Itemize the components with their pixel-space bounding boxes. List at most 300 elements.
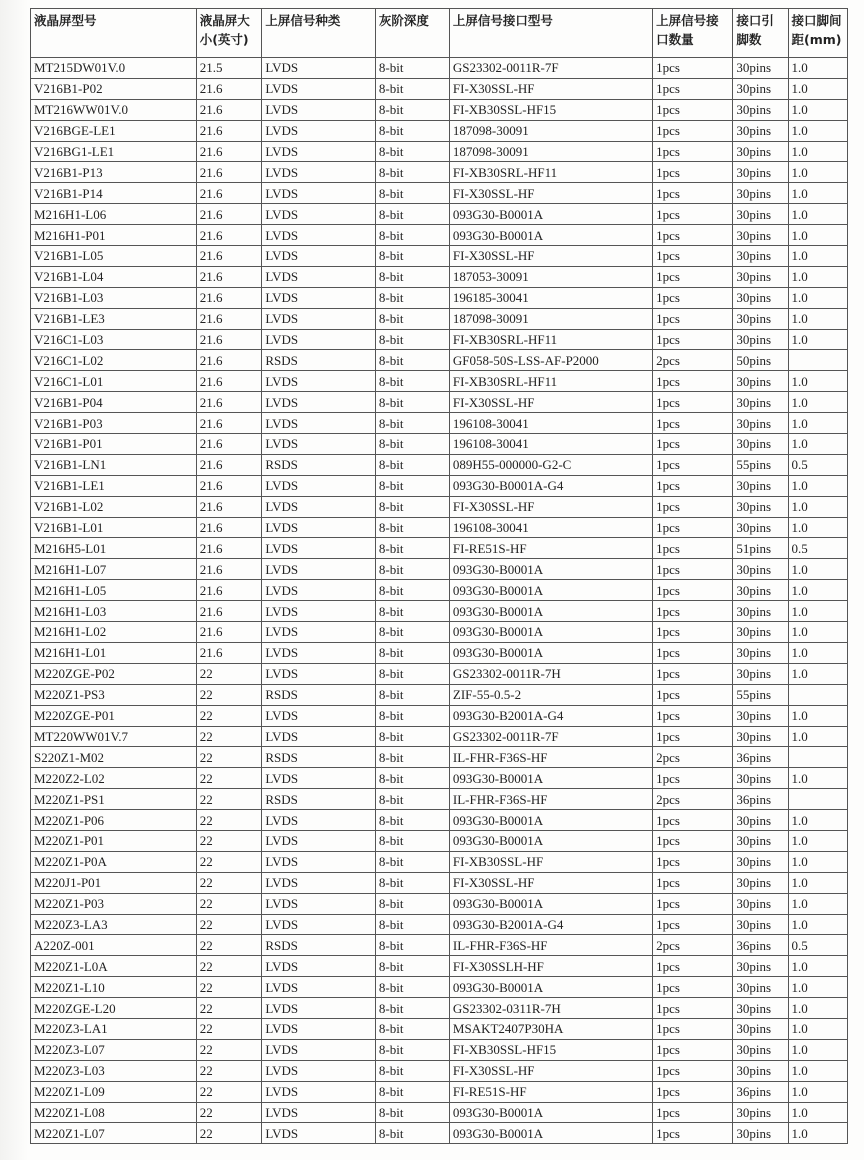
- table-row: [31, 120, 848, 141]
- screen-size-cell: 21.6: [196, 475, 262, 496]
- connector-count-cell: 1pcs: [653, 998, 733, 1019]
- pin-count-cell: 30pins: [733, 141, 788, 162]
- pin-count-cell: 30pins: [733, 58, 788, 79]
- header-signal-type: 上屏信号种类: [262, 9, 376, 58]
- table-row: [31, 830, 848, 851]
- signal-type-cell: LVDS: [262, 601, 376, 622]
- signal-type-cell: LVDS: [262, 266, 376, 287]
- connector-count-cell: 1pcs: [653, 977, 733, 998]
- pin-pitch-cell: [788, 684, 847, 705]
- screen-size-cell: 21.6: [196, 413, 262, 434]
- signal-type-cell: LVDS: [262, 580, 376, 601]
- panel-model-cell: M216H1-P01: [31, 225, 197, 246]
- gray-depth-cell: 8-bit: [375, 559, 449, 580]
- connector-model-cell: 093G30-B0001A: [449, 893, 652, 914]
- pin-count-cell: 30pins: [733, 998, 788, 1019]
- table-row: [31, 747, 848, 768]
- connector-count-cell: 1pcs: [653, 1039, 733, 1060]
- signal-type-cell: LVDS: [262, 977, 376, 998]
- connector-model-cell: FI-X30SSL-HF: [449, 78, 652, 99]
- connector-model-cell: 093G30-B0001A: [449, 830, 652, 851]
- connector-model-cell: 093G30-B0001A: [449, 977, 652, 998]
- signal-type-cell: LVDS: [262, 914, 376, 935]
- panel-model-cell: M216H1-L02: [31, 622, 197, 643]
- screen-size-cell: 21.6: [196, 622, 262, 643]
- gray-depth-cell: 8-bit: [375, 893, 449, 914]
- connector-count-cell: 1pcs: [653, 329, 733, 350]
- table-row: [31, 768, 848, 789]
- screen-size-cell: 22: [196, 977, 262, 998]
- connector-model-cell: MSAKT2407P30HA: [449, 1018, 652, 1039]
- panel-model-cell: M220Z3-L03: [31, 1060, 197, 1081]
- screen-size-cell: 22: [196, 1039, 262, 1060]
- panel-model-cell: M220Z1-P0A: [31, 851, 197, 872]
- pin-count-cell: 30pins: [733, 1018, 788, 1039]
- connector-model-cell: 089H55-000000-G2-C: [449, 454, 652, 475]
- pin-count-cell: 30pins: [733, 496, 788, 517]
- pin-count-cell: 30pins: [733, 956, 788, 977]
- signal-type-cell: LVDS: [262, 1102, 376, 1123]
- connector-count-cell: 1pcs: [653, 475, 733, 496]
- connector-count-cell: 1pcs: [653, 914, 733, 935]
- pin-count-cell: 51pins: [733, 538, 788, 559]
- table-row: [31, 1018, 848, 1039]
- gray-depth-cell: 8-bit: [375, 1039, 449, 1060]
- connector-model-cell: 196108-30041: [449, 517, 652, 538]
- connector-model-cell: IL-FHR-F36S-HF: [449, 747, 652, 768]
- connector-count-cell: 1pcs: [653, 810, 733, 831]
- connector-model-cell: GS23302-0011R-7F: [449, 58, 652, 79]
- pin-count-cell: 30pins: [733, 392, 788, 413]
- signal-type-cell: LVDS: [262, 622, 376, 643]
- connector-count-cell: 1pcs: [653, 642, 733, 663]
- panel-model-cell: A220Z-001: [31, 935, 197, 956]
- table-row: [31, 601, 848, 622]
- panel-model-cell: M220Z1-L0A: [31, 956, 197, 977]
- connector-count-cell: 1pcs: [653, 663, 733, 684]
- pin-count-cell: 30pins: [733, 225, 788, 246]
- table-row: [31, 78, 848, 99]
- pin-count-cell: 30pins: [733, 1102, 788, 1123]
- gray-depth-cell: 8-bit: [375, 1060, 449, 1081]
- lcd-panel-spec-sheet: [30, 8, 848, 1144]
- pin-count-cell: 30pins: [733, 120, 788, 141]
- connector-count-cell: 1pcs: [653, 287, 733, 308]
- table-row: [31, 998, 848, 1019]
- connector-model-cell: GS23302-0311R-7H: [449, 998, 652, 1019]
- gray-depth-cell: 8-bit: [375, 914, 449, 935]
- gray-depth-cell: 8-bit: [375, 329, 449, 350]
- connector-count-cell: 1pcs: [653, 559, 733, 580]
- pin-count-cell: 30pins: [733, 663, 788, 684]
- table-row: [31, 1060, 848, 1081]
- panel-model-cell: V216C1-L02: [31, 350, 197, 371]
- pin-pitch-cell: 1.0: [788, 120, 847, 141]
- panel-model-cell: M220Z1-L08: [31, 1102, 197, 1123]
- table-row: [31, 183, 848, 204]
- pin-count-cell: 30pins: [733, 914, 788, 935]
- connector-count-cell: 1pcs: [653, 183, 733, 204]
- signal-type-cell: LVDS: [262, 705, 376, 726]
- signal-type-cell: LVDS: [262, 204, 376, 225]
- table-row: [31, 642, 848, 663]
- signal-type-cell: LVDS: [262, 496, 376, 517]
- pin-pitch-cell: 1.0: [788, 308, 847, 329]
- connector-count-cell: 1pcs: [653, 1123, 733, 1144]
- panel-model-cell: S220Z1-M02: [31, 747, 197, 768]
- connector-model-cell: 196185-30041: [449, 287, 652, 308]
- connector-model-cell: GS23302-0011R-7H: [449, 663, 652, 684]
- signal-type-cell: LVDS: [262, 99, 376, 120]
- screen-size-cell: 21.6: [196, 183, 262, 204]
- pin-pitch-cell: 1.0: [788, 830, 847, 851]
- connector-model-cell: 093G30-B2001A-G4: [449, 914, 652, 935]
- table-row: [31, 434, 848, 455]
- screen-size-cell: 22: [196, 1102, 262, 1123]
- connector-count-cell: 1pcs: [653, 684, 733, 705]
- screen-size-cell: 22: [196, 914, 262, 935]
- signal-type-cell: RSDS: [262, 684, 376, 705]
- pin-count-cell: 30pins: [733, 266, 788, 287]
- pin-count-cell: 30pins: [733, 977, 788, 998]
- panel-model-cell: V216B1-P14: [31, 183, 197, 204]
- screen-size-cell: 22: [196, 1123, 262, 1144]
- pin-count-cell: 50pins: [733, 350, 788, 371]
- pin-pitch-cell: 1.0: [788, 810, 847, 831]
- screen-size-cell: 21.6: [196, 642, 262, 663]
- panel-model-cell: M220Z1-P01: [31, 830, 197, 851]
- screen-size-cell: 22: [196, 998, 262, 1019]
- signal-type-cell: LVDS: [262, 559, 376, 580]
- pin-count-cell: 30pins: [733, 475, 788, 496]
- gray-depth-cell: 8-bit: [375, 872, 449, 893]
- signal-type-cell: LVDS: [262, 78, 376, 99]
- connector-count-cell: 2pcs: [653, 350, 733, 371]
- connector-model-cell: FI-X30SSL-HF: [449, 392, 652, 413]
- screen-size-cell: 22: [196, 830, 262, 851]
- pin-pitch-cell: [788, 747, 847, 768]
- connector-count-cell: 1pcs: [653, 434, 733, 455]
- screen-size-cell: 21.6: [196, 350, 262, 371]
- connector-count-cell: 1pcs: [653, 78, 733, 99]
- connector-count-cell: 1pcs: [653, 120, 733, 141]
- pin-count-cell: 30pins: [733, 622, 788, 643]
- pin-count-cell: 36pins: [733, 747, 788, 768]
- screen-size-cell: 21.6: [196, 496, 262, 517]
- signal-type-cell: LVDS: [262, 538, 376, 559]
- connector-model-cell: 093G30-B0001A: [449, 768, 652, 789]
- connector-count-cell: 1pcs: [653, 413, 733, 434]
- table-row: [31, 914, 848, 935]
- table-row: [31, 1039, 848, 1060]
- screen-size-cell: 21.6: [196, 246, 262, 267]
- header-connector-model: 上屏信号接口型号: [449, 9, 652, 58]
- pin-pitch-cell: 1.0: [788, 183, 847, 204]
- pin-pitch-cell: 1.0: [788, 1081, 847, 1102]
- screen-size-cell: 21.6: [196, 517, 262, 538]
- screen-size-cell: 21.6: [196, 538, 262, 559]
- connector-model-cell: FI-XB30SRL-HF11: [449, 329, 652, 350]
- connector-model-cell: FI-X30SSL-HF: [449, 872, 652, 893]
- table-row: [31, 162, 848, 183]
- gray-depth-cell: 8-bit: [375, 183, 449, 204]
- gray-depth-cell: 8-bit: [375, 58, 449, 79]
- connector-count-cell: 1pcs: [653, 1060, 733, 1081]
- pin-pitch-cell: 1.0: [788, 851, 847, 872]
- panel-model-cell: MT220WW01V.7: [31, 726, 197, 747]
- pin-pitch-cell: 1.0: [788, 977, 847, 998]
- table-row: [31, 329, 848, 350]
- panel-model-cell: M220Z3-L07: [31, 1039, 197, 1060]
- connector-count-cell: 1pcs: [653, 830, 733, 851]
- panel-model-cell: M220Z1-PS1: [31, 789, 197, 810]
- connector-count-cell: 1pcs: [653, 308, 733, 329]
- signal-type-cell: RSDS: [262, 935, 376, 956]
- pin-count-cell: 30pins: [733, 204, 788, 225]
- pin-pitch-cell: 1.0: [788, 496, 847, 517]
- pin-pitch-cell: 1.0: [788, 517, 847, 538]
- panel-model-cell: V216B1-L04: [31, 266, 197, 287]
- pin-count-cell: 30pins: [733, 580, 788, 601]
- connector-count-cell: 1pcs: [653, 204, 733, 225]
- gray-depth-cell: 8-bit: [375, 1081, 449, 1102]
- header-panel-model: 液晶屏型号: [31, 9, 197, 58]
- connector-count-cell: 2pcs: [653, 747, 733, 768]
- panel-model-cell: M216H1-L01: [31, 642, 197, 663]
- connector-count-cell: 1pcs: [653, 517, 733, 538]
- gray-depth-cell: 8-bit: [375, 935, 449, 956]
- pin-pitch-cell: 1.0: [788, 726, 847, 747]
- table-row: [31, 977, 848, 998]
- panel-model-cell: V216B1-L03: [31, 287, 197, 308]
- table-row: [31, 99, 848, 120]
- connector-count-cell: 1pcs: [653, 246, 733, 267]
- connector-count-cell: 1pcs: [653, 768, 733, 789]
- connector-count-cell: 1pcs: [653, 371, 733, 392]
- connector-model-cell: 093G30-B0001A: [449, 580, 652, 601]
- signal-type-cell: LVDS: [262, 287, 376, 308]
- connector-model-cell: FI-XB30SSL-HF15: [449, 99, 652, 120]
- table-row: [31, 475, 848, 496]
- header-connector-count: 上屏信号接口数量: [653, 9, 733, 58]
- signal-type-cell: LVDS: [262, 872, 376, 893]
- signal-type-cell: LVDS: [262, 517, 376, 538]
- screen-size-cell: 21.6: [196, 204, 262, 225]
- signal-type-cell: LVDS: [262, 120, 376, 141]
- pin-count-cell: 30pins: [733, 183, 788, 204]
- signal-type-cell: LVDS: [262, 475, 376, 496]
- gray-depth-cell: 8-bit: [375, 663, 449, 684]
- gray-depth-cell: 8-bit: [375, 120, 449, 141]
- pin-count-cell: 30pins: [733, 413, 788, 434]
- table-row: [31, 350, 848, 371]
- pin-pitch-cell: 1.0: [788, 392, 847, 413]
- signal-type-cell: LVDS: [262, 1018, 376, 1039]
- gray-depth-cell: 8-bit: [375, 956, 449, 977]
- pin-count-cell: 30pins: [733, 726, 788, 747]
- pin-pitch-cell: 1.0: [788, 956, 847, 977]
- panel-model-cell: M216H1-L06: [31, 204, 197, 225]
- pin-count-cell: 30pins: [733, 371, 788, 392]
- connector-count-cell: 1pcs: [653, 58, 733, 79]
- pin-pitch-cell: [788, 789, 847, 810]
- gray-depth-cell: 8-bit: [375, 830, 449, 851]
- gray-depth-cell: 8-bit: [375, 684, 449, 705]
- connector-model-cell: 196108-30041: [449, 434, 652, 455]
- pin-count-cell: 30pins: [733, 517, 788, 538]
- connector-count-cell: 1pcs: [653, 1018, 733, 1039]
- table-row: [31, 1123, 848, 1144]
- gray-depth-cell: 8-bit: [375, 78, 449, 99]
- pin-count-cell: 30pins: [733, 559, 788, 580]
- connector-model-cell: 093G30-B0001A: [449, 559, 652, 580]
- screen-size-cell: 22: [196, 872, 262, 893]
- pin-pitch-cell: 1.0: [788, 914, 847, 935]
- signal-type-cell: LVDS: [262, 58, 376, 79]
- connector-count-cell: 1pcs: [653, 1102, 733, 1123]
- pin-count-cell: 30pins: [733, 162, 788, 183]
- pin-pitch-cell: 1.0: [788, 1018, 847, 1039]
- screen-size-cell: 21.6: [196, 162, 262, 183]
- gray-depth-cell: 8-bit: [375, 810, 449, 831]
- table-row: [31, 705, 848, 726]
- gray-depth-cell: 8-bit: [375, 622, 449, 643]
- pin-pitch-cell: 0.5: [788, 538, 847, 559]
- panel-model-cell: M220Z1-L09: [31, 1081, 197, 1102]
- lcd-spec-table: [30, 8, 848, 1144]
- pin-count-cell: 30pins: [733, 329, 788, 350]
- pin-pitch-cell: 1.0: [788, 475, 847, 496]
- signal-type-cell: LVDS: [262, 225, 376, 246]
- connector-model-cell: FI-X30SSL-HF: [449, 183, 652, 204]
- connector-count-cell: 1pcs: [653, 454, 733, 475]
- panel-model-cell: M220Z1-P03: [31, 893, 197, 914]
- signal-type-cell: LVDS: [262, 893, 376, 914]
- screen-size-cell: 22: [196, 684, 262, 705]
- screen-size-cell: 21.6: [196, 329, 262, 350]
- pin-pitch-cell: 1.0: [788, 266, 847, 287]
- screen-size-cell: 21.6: [196, 287, 262, 308]
- gray-depth-cell: 8-bit: [375, 851, 449, 872]
- screen-size-cell: 21.6: [196, 78, 262, 99]
- connector-model-cell: 093G30-B0001A: [449, 204, 652, 225]
- pin-count-cell: 36pins: [733, 789, 788, 810]
- gray-depth-cell: 8-bit: [375, 538, 449, 559]
- panel-model-cell: M216H1-L07: [31, 559, 197, 580]
- gray-depth-cell: 8-bit: [375, 1102, 449, 1123]
- pin-pitch-cell: 1.0: [788, 99, 847, 120]
- pin-pitch-cell: 1.0: [788, 642, 847, 663]
- table-row: [31, 204, 848, 225]
- screen-size-cell: 21.6: [196, 308, 262, 329]
- table-row: [31, 141, 848, 162]
- gray-depth-cell: 8-bit: [375, 726, 449, 747]
- signal-type-cell: LVDS: [262, 1081, 376, 1102]
- table-row: [31, 266, 848, 287]
- panel-model-cell: V216BG1-LE1: [31, 141, 197, 162]
- connector-model-cell: FI-RE51S-HF: [449, 1081, 652, 1102]
- pin-count-cell: 30pins: [733, 851, 788, 872]
- table-row: [31, 58, 848, 79]
- signal-type-cell: LVDS: [262, 726, 376, 747]
- signal-type-cell: LVDS: [262, 1123, 376, 1144]
- pin-count-cell: 30pins: [733, 99, 788, 120]
- table-row: [31, 496, 848, 517]
- gray-depth-cell: 8-bit: [375, 1123, 449, 1144]
- gray-depth-cell: 8-bit: [375, 601, 449, 622]
- connector-count-cell: 1pcs: [653, 893, 733, 914]
- pin-pitch-cell: 0.5: [788, 935, 847, 956]
- connector-count-cell: 1pcs: [653, 956, 733, 977]
- screen-size-cell: 22: [196, 768, 262, 789]
- panel-model-cell: V216B1-LE3: [31, 308, 197, 329]
- gray-depth-cell: 8-bit: [375, 99, 449, 120]
- panel-model-cell: M220ZGE-L20: [31, 998, 197, 1019]
- panel-model-cell: V216B1-P01: [31, 434, 197, 455]
- panel-model-cell: M216H5-L01: [31, 538, 197, 559]
- connector-model-cell: 093G30-B0001A: [449, 810, 652, 831]
- connector-model-cell: 093G30-B0001A: [449, 601, 652, 622]
- table-row: [31, 287, 848, 308]
- pin-pitch-cell: 1.0: [788, 78, 847, 99]
- connector-model-cell: FI-XB30SSL-HF: [449, 851, 652, 872]
- gray-depth-cell: 8-bit: [375, 475, 449, 496]
- connector-model-cell: 093G30-B0001A: [449, 225, 652, 246]
- screen-size-cell: 22: [196, 663, 262, 684]
- screen-size-cell: 21.6: [196, 392, 262, 413]
- panel-model-cell: V216B1-L05: [31, 246, 197, 267]
- pin-pitch-cell: 1.0: [788, 371, 847, 392]
- pin-count-cell: 30pins: [733, 705, 788, 726]
- connector-model-cell: FI-XB30SSL-HF15: [449, 1039, 652, 1060]
- panel-model-cell: M216H1-L03: [31, 601, 197, 622]
- pin-count-cell: 55pins: [733, 454, 788, 475]
- table-header: [31, 9, 848, 58]
- connector-model-cell: FI-XB30SRL-HF11: [449, 371, 652, 392]
- panel-model-cell: V216B1-LE1: [31, 475, 197, 496]
- pin-pitch-cell: 1.0: [788, 204, 847, 225]
- screen-size-cell: 22: [196, 789, 262, 810]
- pin-pitch-cell: 1.0: [788, 893, 847, 914]
- connector-count-cell: 2pcs: [653, 789, 733, 810]
- connector-count-cell: 1pcs: [653, 872, 733, 893]
- screen-size-cell: 22: [196, 810, 262, 831]
- pin-pitch-cell: 1.0: [788, 287, 847, 308]
- pin-count-cell: 30pins: [733, 287, 788, 308]
- connector-count-cell: 1pcs: [653, 496, 733, 517]
- panel-model-cell: M220Z1-P06: [31, 810, 197, 831]
- header-row: [31, 9, 848, 58]
- signal-type-cell: LVDS: [262, 642, 376, 663]
- connector-model-cell: FI-RE51S-HF: [449, 538, 652, 559]
- panel-model-cell: MT215DW01V.0: [31, 58, 197, 79]
- signal-type-cell: LVDS: [262, 663, 376, 684]
- screen-size-cell: 21.6: [196, 120, 262, 141]
- gray-depth-cell: 8-bit: [375, 747, 449, 768]
- pin-pitch-cell: 1.0: [788, 329, 847, 350]
- screen-size-cell: 21.6: [196, 266, 262, 287]
- connector-model-cell: 187098-30091: [449, 120, 652, 141]
- screen-size-cell: 22: [196, 1060, 262, 1081]
- signal-type-cell: LVDS: [262, 246, 376, 267]
- connector-model-cell: 187098-30091: [449, 141, 652, 162]
- connector-model-cell: ZIF-55-0.5-2: [449, 684, 652, 705]
- pin-count-cell: 36pins: [733, 935, 788, 956]
- gray-depth-cell: 8-bit: [375, 642, 449, 663]
- panel-model-cell: M216H1-L05: [31, 580, 197, 601]
- signal-type-cell: LVDS: [262, 392, 376, 413]
- signal-type-cell: LVDS: [262, 1039, 376, 1060]
